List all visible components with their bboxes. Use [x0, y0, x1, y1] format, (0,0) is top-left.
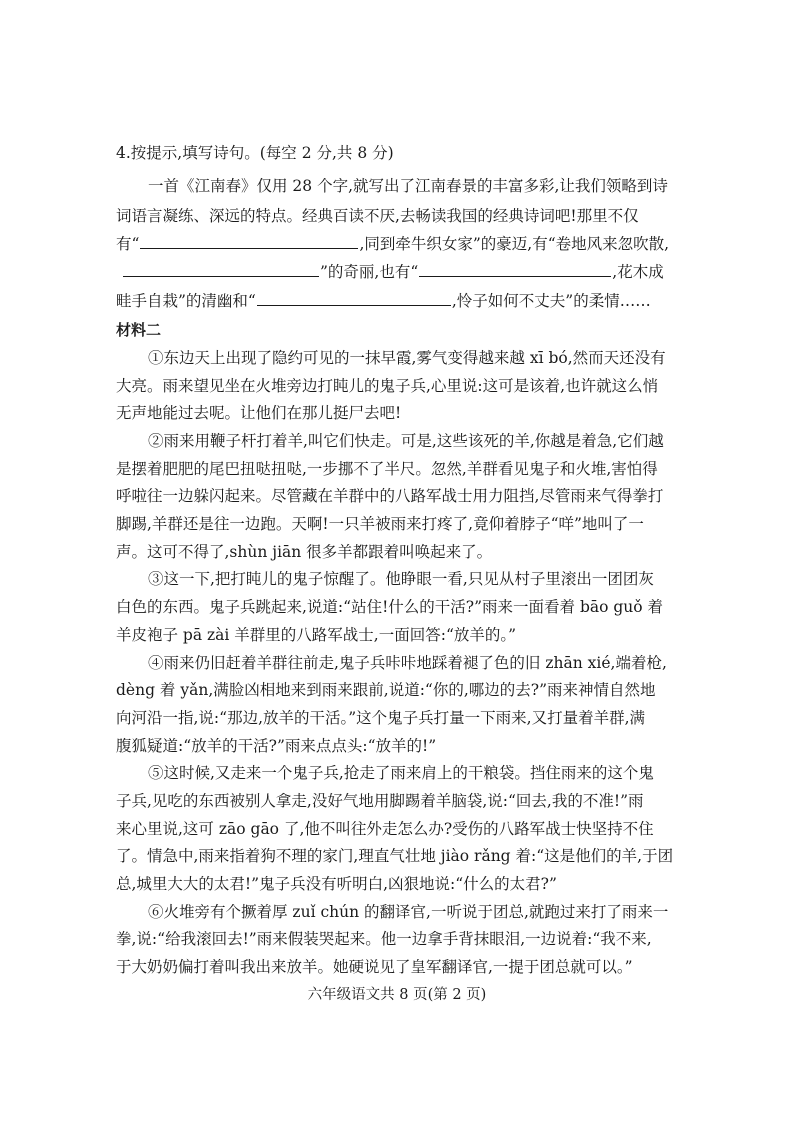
question-4-text-line-2: 词语言凝练、深远的特点。经典百读不厌,去畅读我国的经典诗词吧!那里不仅	[116, 207, 639, 225]
passage-line: 无声地能过去呢。让他们在那儿挺尸去吧!	[116, 404, 402, 422]
question-4-text-line-1: 一首《江南春》仅用 28 个字,就写出了江南春景的丰富多彩,让我们领略到诗	[148, 177, 668, 195]
passage-line: 声。这可不得了,shùn jiān 很多羊都跟着叫唤起来了。	[116, 543, 493, 561]
passage-line: 拳,说:“给我滚回去!”雨来假装哭起来。他一边拿手背抹眼泪,一边说着:“我不来,	[116, 930, 652, 948]
question-4-text-line-4	[122, 261, 664, 282]
answer-blank-3[interactable]	[419, 261, 611, 277]
passage-line: 腹狐疑道:“放羊的干活?”雨来点点头:“放羊的!”	[116, 737, 437, 755]
passage-line: ⑥火堆旁有个撅着厚 zuǐ chún 的翻译官,一听说于团总,就跑过来打了雨来一	[148, 903, 669, 921]
question-4-text-line-3	[116, 233, 669, 254]
passage-line: 大亮。雨来望见坐在火堆旁边打盹儿的鬼子兵,心里说:这可是该着,也许就这么悄	[116, 377, 659, 395]
question-4-text-line-5	[116, 290, 651, 311]
passage-line: 羊皮袍子 pā zài 羊群里的八路军战士,一面回答:“放羊的。”	[116, 626, 517, 644]
passage-line: ③这一下,把打盹儿的鬼子惊醒了。他睁眼一看,只见从村子里滚出一团团灰	[148, 570, 654, 588]
text-fragment: ,花木成	[612, 263, 664, 281]
text-fragment: 有“	[116, 235, 140, 253]
passage-line: 呼啦往一边躲闪起来。尽管藏在羊群中的八路军战士用力阻挡,尽管雨来气得拳打	[116, 487, 664, 505]
material-2-heading: 材料二	[116, 321, 162, 339]
passage-line: 白色的东西。鬼子兵跳起来,说道:“站住!什么的干活?”雨来一面看着 bāo guǒ 着	[116, 598, 664, 616]
answer-blank-1[interactable]	[140, 233, 358, 249]
passage-line: 是摆着肥肥的尾巴扭哒扭哒,一步挪不了半尺。忽然,羊群看见鬼子和火堆,害怕得	[116, 460, 658, 478]
text-fragment: ”的奇丽,也有“	[320, 263, 419, 281]
passage-line: 于大奶奶偏打着叫我出来放羊。她硬说见了皇军翻译官,一提于团总就可以。”	[116, 958, 633, 976]
passage-line: 了。情急中,雨来指着狗不理的家门,理直气壮地 jiào rǎng 着:“这是他们的羊,于团	[116, 847, 674, 865]
passage-line: ②雨来用鞭子杆打着羊,叫它们快走。可是,这些该死的羊,你越是着急,它们越	[148, 432, 664, 450]
question-4-title: 4.按提示,填写诗句。(每空 2 分,共 8 分)	[116, 144, 394, 162]
passage-line: 子兵,见吃的东西被别人拿走,没好气地用脚踢着羊脑袋,说:“回去,我的不准!”雨	[116, 792, 644, 810]
passage-line: dèng 着 yǎn,满脸凶相地来到雨来跟前,说道:“你的,哪边的去?”雨来神情自然地	[116, 681, 656, 699]
passage-line: ⑤这时候,又走来一个鬼子兵,抢走了雨来肩上的干粮袋。挡住雨来的这个鬼	[148, 764, 654, 782]
passage-line: 来心里说,这可 zāo gāo 了,他不叫往外走怎么办?受伤的八路军战士快坚持不住	[116, 820, 654, 838]
text-fragment: ,怜子如何不丈夫”的柔情……	[451, 292, 651, 310]
text-fragment: ,同到牵牛织女家”的豪迈,有“卷地风来忽吹散,	[359, 235, 670, 253]
answer-blank-2[interactable]	[123, 261, 319, 277]
passage-line: ①东边天上出现了隐约可见的一抹早霞,雾气变得越来越 xī bó,然而天还没有	[148, 349, 666, 367]
passage-line: ④雨来仍旧赶着羊群往前走,鬼子兵咔咔地踩着褪了色的旧 zhān xié,端着枪,	[148, 654, 667, 672]
answer-blank-4[interactable]	[257, 290, 451, 306]
passage-line: 脚踢,羊群还是往一边跑。天啊!一只羊被雨来打疼了,竟仰着脖子“咩”地叫了一	[116, 515, 644, 533]
passage-line: 总,城里大大的太君!”鬼子兵没有听明白,凶狠地说:“什么的太君?”	[116, 875, 557, 893]
page-footer: 六年级语文共 8 页(第 2 页)	[307, 987, 487, 1003]
passage-line: 向河沿一指,说:“那边,放羊的干活。”这个鬼子兵打量一下雨来,又打量着羊群,满	[116, 709, 646, 727]
text-fragment: 畦手自栽”的清幽和“	[116, 292, 256, 310]
